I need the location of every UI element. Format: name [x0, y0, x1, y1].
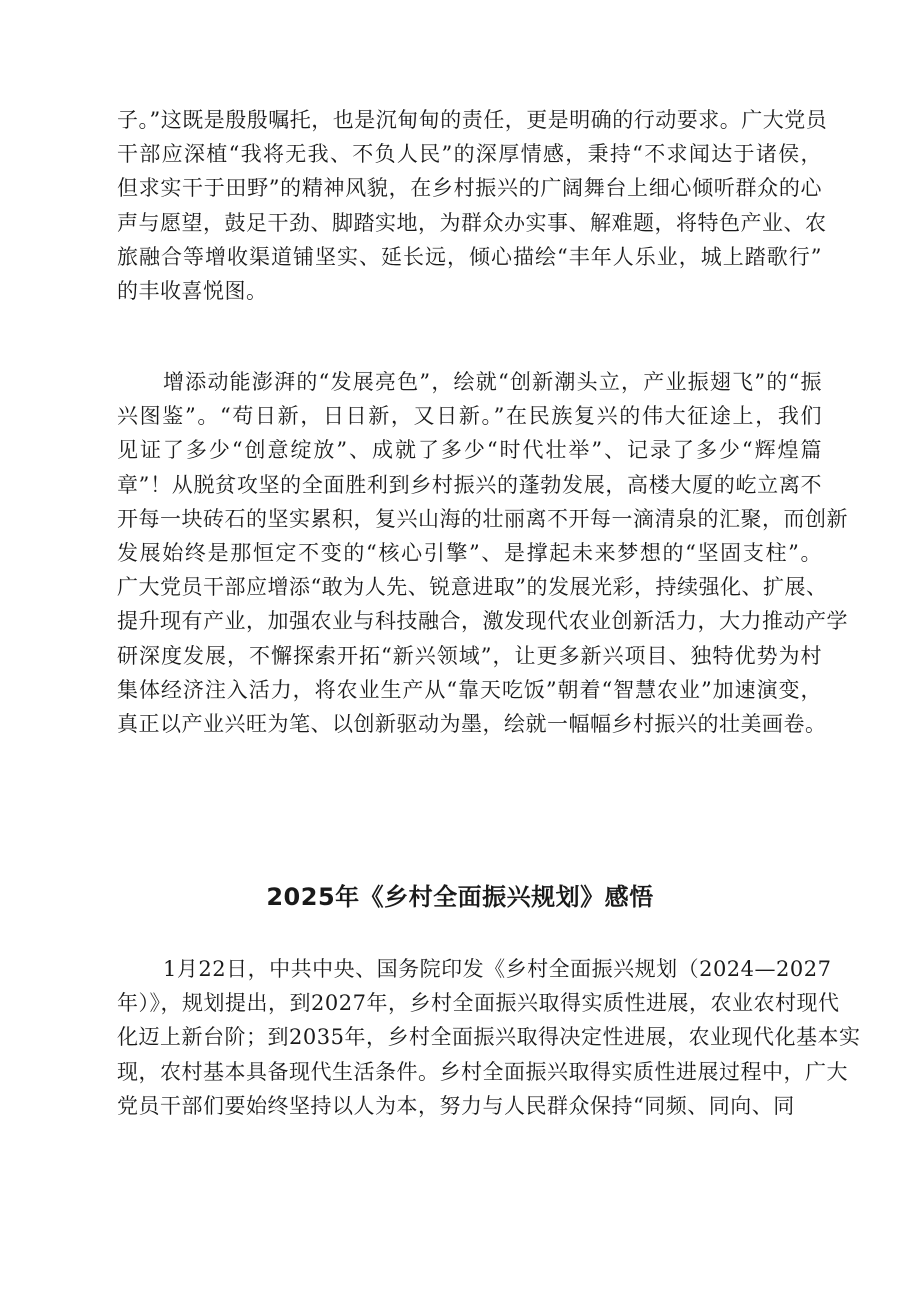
text-line: 1月22日，中共中央、国务院印发《乡村全面振兴规划（2024—2027: [163, 957, 832, 981]
text-line: 集体经济注入活力，将农业生产从“靠天吃饭”朝着“智慧农业”加速演变，: [117, 677, 822, 702]
text-line: 真正以产业兴旺为笔、以创新驱动为墨，绘就一幅幅乡村振兴的壮美画卷。: [117, 712, 827, 737]
text-line: 发展始终是那恒定不变的“核心引擎”、是撑起未来梦想的“坚固支柱”。: [117, 541, 822, 566]
text-line: 子。”这既是殷殷嘱托，也是沉甸甸的责任，更是明确的行动要求。广大党员: [117, 108, 828, 132]
body-paragraph: [117, 103, 828, 308]
text-line: 提升现有产业，加强农业与科技融合，激发现代农业创新活力，大力推动产学: [117, 609, 848, 634]
text-line: 化迈上新台阶；到2035年，乡村全面振兴取得决定性进展，农业现代化基本实: [117, 1025, 861, 1050]
text-line: 现，农村基本具备现代生活条件。乡村全面振兴取得实质性进展过程中，广大: [117, 1059, 848, 1084]
text-line: 干部应深植“我将无我、不负人民”的深厚情感，秉持“不求闻达于诸侯，: [117, 142, 822, 167]
text-line: 但求实干于田野”的精神风貌，在乡村振兴的广阔舞台上细心倾听群众的心: [117, 176, 822, 201]
text-line: 见证了多少“创意绽放”、成就了多少“时代壮举”、记录了多少“辉煌篇: [117, 438, 822, 463]
body-paragraph: [117, 365, 848, 741]
text-line: 的丰收喜悦图。: [117, 279, 268, 304]
text-line: 兴图鉴”。“苟日新，日日新，又日新。”在民族复兴的伟大征途上，我们: [117, 404, 822, 429]
text-line: 开每一块砖石的坚实累积，复兴山海的壮丽离不开每一滴清泉的汇聚，而创新: [117, 506, 848, 531]
text-line: 党员干部们要始终坚持以人为本，努力与人民群众保持“同频、同向、同: [117, 1093, 795, 1118]
text-line: 研深度发展，不懈探索开拓“新兴领域”，让更多新兴项目、独特优势为村: [117, 643, 822, 668]
body-paragraph: [117, 952, 861, 1123]
text-line: 年）》，规划提出，到2027年，乡村全面振兴取得实质性进展，农业农村现代: [117, 991, 840, 1016]
text-line: 旅融合等增收渠道铺坚实、延长远，倾心描绘“丰年人乐业，城上踏歌行”: [117, 244, 822, 269]
text-line: 声与愿望，鼓足干劲、脚踏实地，为群众办实事、解难题，将特色产业、农: [117, 210, 827, 235]
section-heading: 2025年《乡村全面振兴规划》感悟: [266, 883, 654, 911]
text-line: 广大党员干部应增添“敢为人先、锐意进取”的发展光彩，持续强化、扩展、: [117, 575, 828, 600]
text-line: 章”！从脱贫攻坚的全面胜利到乡村振兴的蓬勃发展，高楼大厦的屹立离不: [117, 472, 822, 497]
text-line: 增添动能澎湃的“发展亮色”，绘就“创新潮头立，产业振翅飞”的“振: [163, 370, 822, 394]
